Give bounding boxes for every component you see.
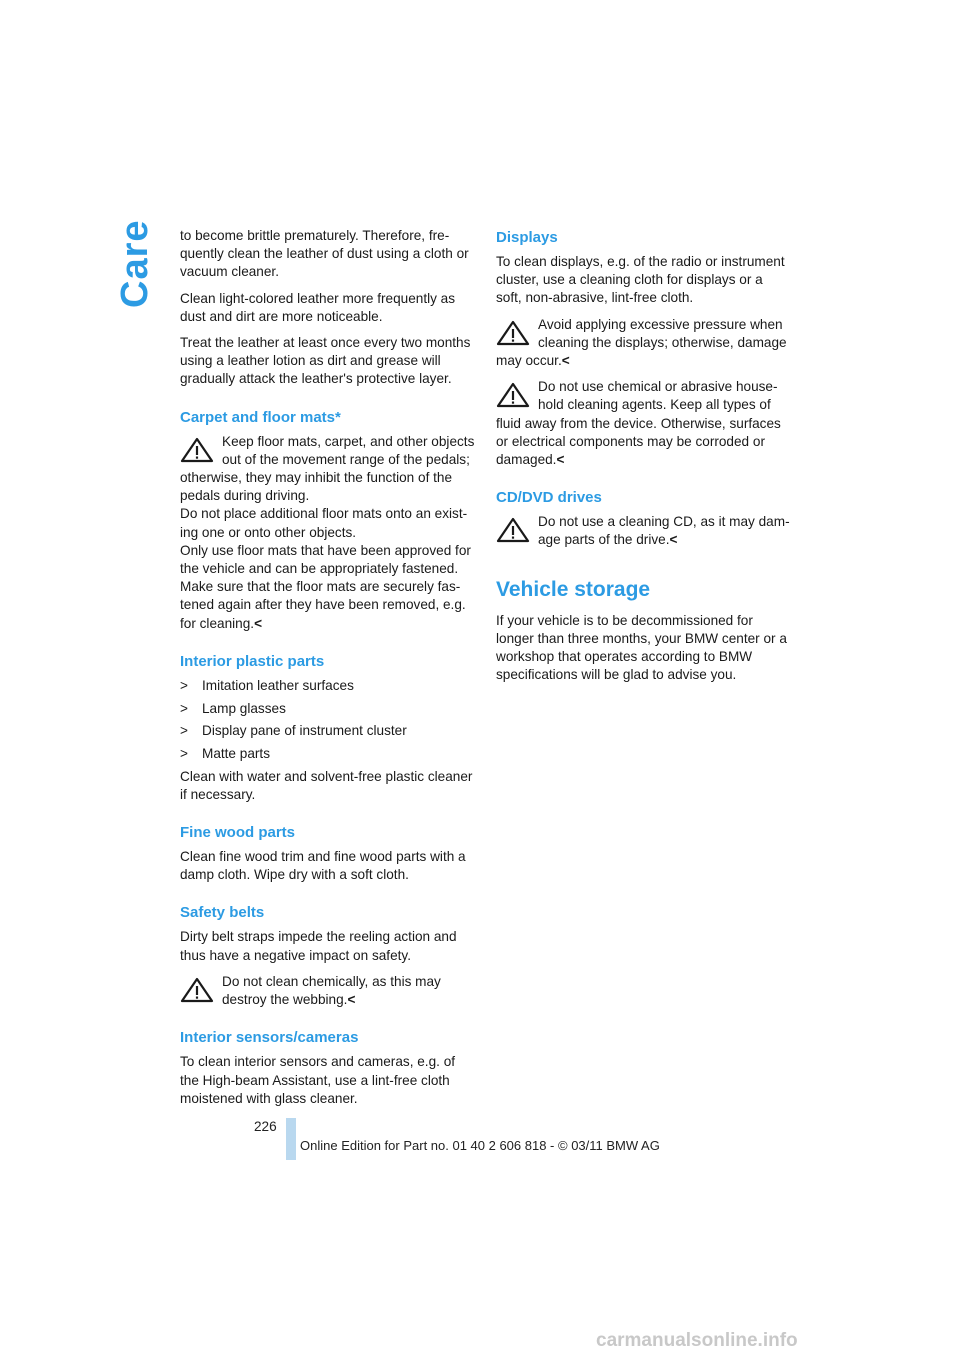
right-column xyxy=(496,227,791,692)
warning-text: Do not use a cleaning CD, as it may dam-age parts of the drive.< xyxy=(538,514,790,548)
footer-edition: Online Edition for Part no. 01 40 2 606 818 - © 03/11 BMW AG xyxy=(300,1138,660,1153)
warning-displays-pressure xyxy=(496,316,791,371)
end-mark: < xyxy=(561,353,570,369)
plastic-list xyxy=(180,677,475,763)
end-mark: < xyxy=(347,992,356,1008)
page-number: 226 xyxy=(254,1119,277,1134)
warning-belts xyxy=(180,973,475,1009)
intro-paragraph: Treat the leather at least once every two months using a leather lotion as dirt and grease will gradually attack the leather's protective layer. xyxy=(180,335,471,387)
heading-cddvd: CD/DVD drives xyxy=(496,489,602,507)
footer-bar xyxy=(286,1118,296,1160)
heading-wood: Fine wood parts xyxy=(180,824,296,842)
end-mark: < xyxy=(556,452,565,468)
end-mark: < xyxy=(254,615,263,631)
heading-sensors: Interior sensors/cameras xyxy=(180,1029,359,1047)
belts-text: Dirty belt straps impede the reeling action and thus have a negative impact on safety. xyxy=(180,929,457,963)
warning-cddvd xyxy=(496,513,791,549)
heading-displays: Displays xyxy=(496,229,558,246)
warning-text: Make sure that the floor mats are securely fas-tened again after they have been removed, e.g. for cleaning.< xyxy=(180,579,466,631)
warning-text: Avoid applying excessive pressure when cleaning the displays; otherwise, damage may occur.< xyxy=(496,316,787,369)
list-item: > Display pane of instrument cluster xyxy=(180,723,407,739)
warning-triangle-icon xyxy=(180,437,214,463)
list-item: > Matte parts xyxy=(180,745,270,761)
section-tab xyxy=(114,219,156,308)
list-item: > Imitation leather surfaces xyxy=(180,677,354,693)
list-item: > Lamp glasses xyxy=(180,700,286,716)
section-tab-label: Care xyxy=(114,219,156,308)
sensors-text: To clean interior sensors and cameras, e.g. of the High-beam Assistant, use a lint-free cloth moistened with glass cleaner. xyxy=(180,1054,456,1106)
heading-vehicle-storage: Vehicle storage xyxy=(496,577,651,601)
warning-text: Do not use chemical or abrasive house-hold cleaning agents. Keep all types of fluid away from the device. Otherwise, surfaces or electrical components may be corroded or damaged.< xyxy=(496,379,781,468)
warning-carpet xyxy=(180,433,475,633)
heading-carpet: Carpet and floor mats* xyxy=(180,408,341,426)
warning-text: Only use floor mats that have been approved for the vehicle and can be appropriately fastened. xyxy=(180,542,471,577)
watermark: carmanualsonline.info xyxy=(596,1330,798,1351)
intro-paragraph: Clean light-colored leather more frequently as dust and dirt are more noticeable. xyxy=(180,290,456,324)
intro-paragraph: to become brittle prematurely. Therefore, fre-quently clean the leather of dust using a cloth or vacuum cleaner. xyxy=(180,228,469,280)
wood-text: Clean fine wood trim and fine wood parts with a damp cloth. Wipe dry with a soft cloth. xyxy=(180,849,466,883)
warning-triangle-icon xyxy=(496,382,530,408)
warning-displays-chemical xyxy=(496,378,791,469)
plastic-text: Clean with water and solvent-free plastic cleaner if necessary. xyxy=(180,768,473,802)
warning-triangle-icon xyxy=(496,517,530,543)
left-column xyxy=(180,227,475,1116)
warning-triangle-icon xyxy=(496,320,530,346)
warning-triangle-icon xyxy=(180,977,214,1003)
warning-text: Keep floor mats, carpet, and other objects out of the movement range of the pedals; otherwise, they may inhibit the function of the pedals during driving. xyxy=(180,433,475,504)
warning-text: Do not place additional floor mats onto an exist-ing one or onto other objects. xyxy=(180,506,468,540)
displays-text: To clean displays, e.g. of the radio or instrument cluster, use a cleaning cloth for displays or a soft, non-abrasive, lint-free cloth. xyxy=(496,254,785,306)
heading-belts: Safety belts xyxy=(180,904,265,922)
storage-text: If your vehicle is to be decommissioned for longer than three months, your BMW center or a workshop that operates according to BMW specifications will be glad to advise you. xyxy=(496,612,787,683)
warning-text: Do not clean chemically, as this may destroy the webbing.< xyxy=(222,973,441,1008)
end-mark: < xyxy=(669,532,678,548)
heading-plastic: Interior plastic parts xyxy=(180,652,325,670)
